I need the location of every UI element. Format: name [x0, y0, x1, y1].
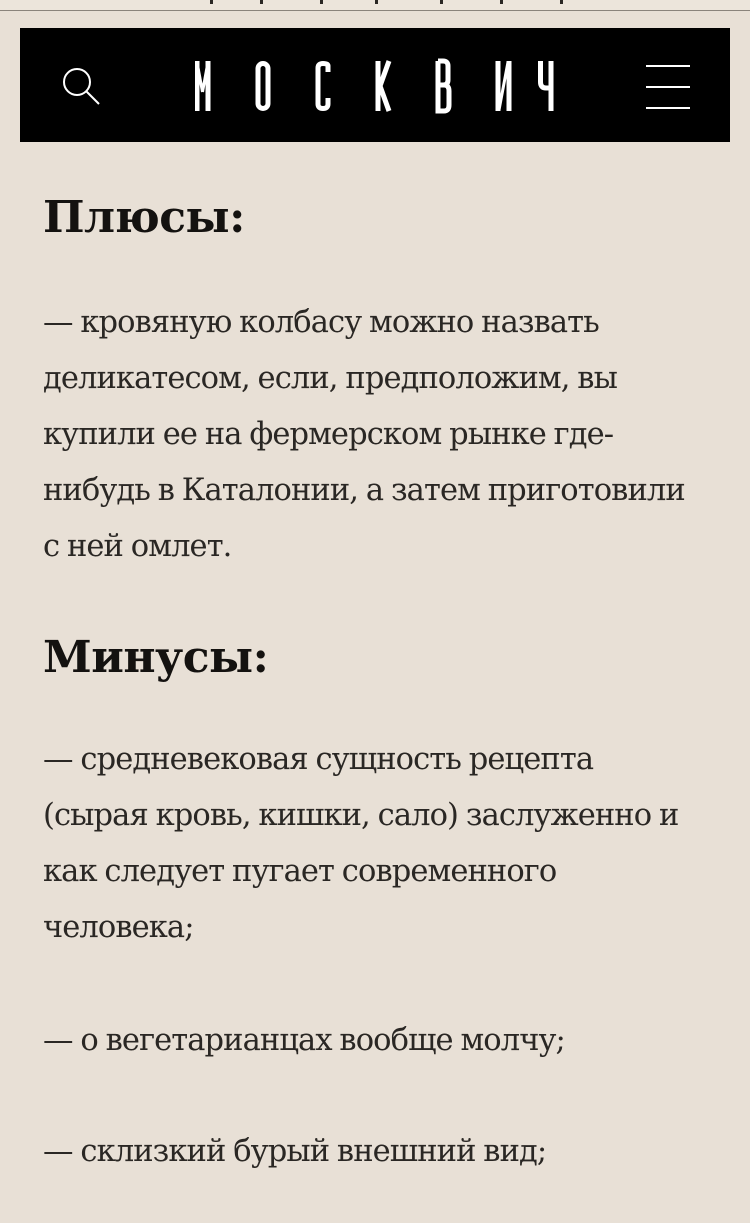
logo-letter-ch: [541, 61, 552, 111]
logo-wordmark: [195, 58, 565, 114]
divider: [0, 10, 750, 11]
cons-item: — средневековая сущность рецепта (сырая кровь, кишки, сало) заслуженно и как следует пугает современного человека;: [43, 742, 679, 945]
previous-text-fragment: [0, 0, 750, 10]
cons-item: — о вегетарианцах вообще молчу;: [43, 1023, 565, 1058]
search-icon: [58, 63, 106, 111]
search-button[interactable]: [58, 63, 106, 111]
logo-letter-m: [197, 61, 208, 111]
logo-letter-s: [318, 64, 328, 109]
site-header: [20, 28, 730, 142]
menu-button[interactable]: [644, 63, 692, 111]
logo-letter-i: [498, 61, 509, 111]
pros-heading: Плюсы:: [43, 192, 245, 243]
cons-item: — склизкий бурый внешний вид;: [43, 1134, 547, 1169]
logo-letter-o: [258, 64, 268, 109]
cons-heading: Минусы:: [43, 632, 269, 683]
site-logo[interactable]: [195, 58, 565, 114]
hamburger-menu-icon: [644, 63, 692, 111]
logo-letter-k: [378, 61, 389, 111]
pros-paragraph: — кровяную колбасу можно назвать деликатесом, если, предположим, вы купили ее на фермерском рынке где-нибудь в Каталонии, а затем приготовили с ней омлет.: [43, 305, 685, 564]
logo-letter-v: [438, 61, 449, 111]
